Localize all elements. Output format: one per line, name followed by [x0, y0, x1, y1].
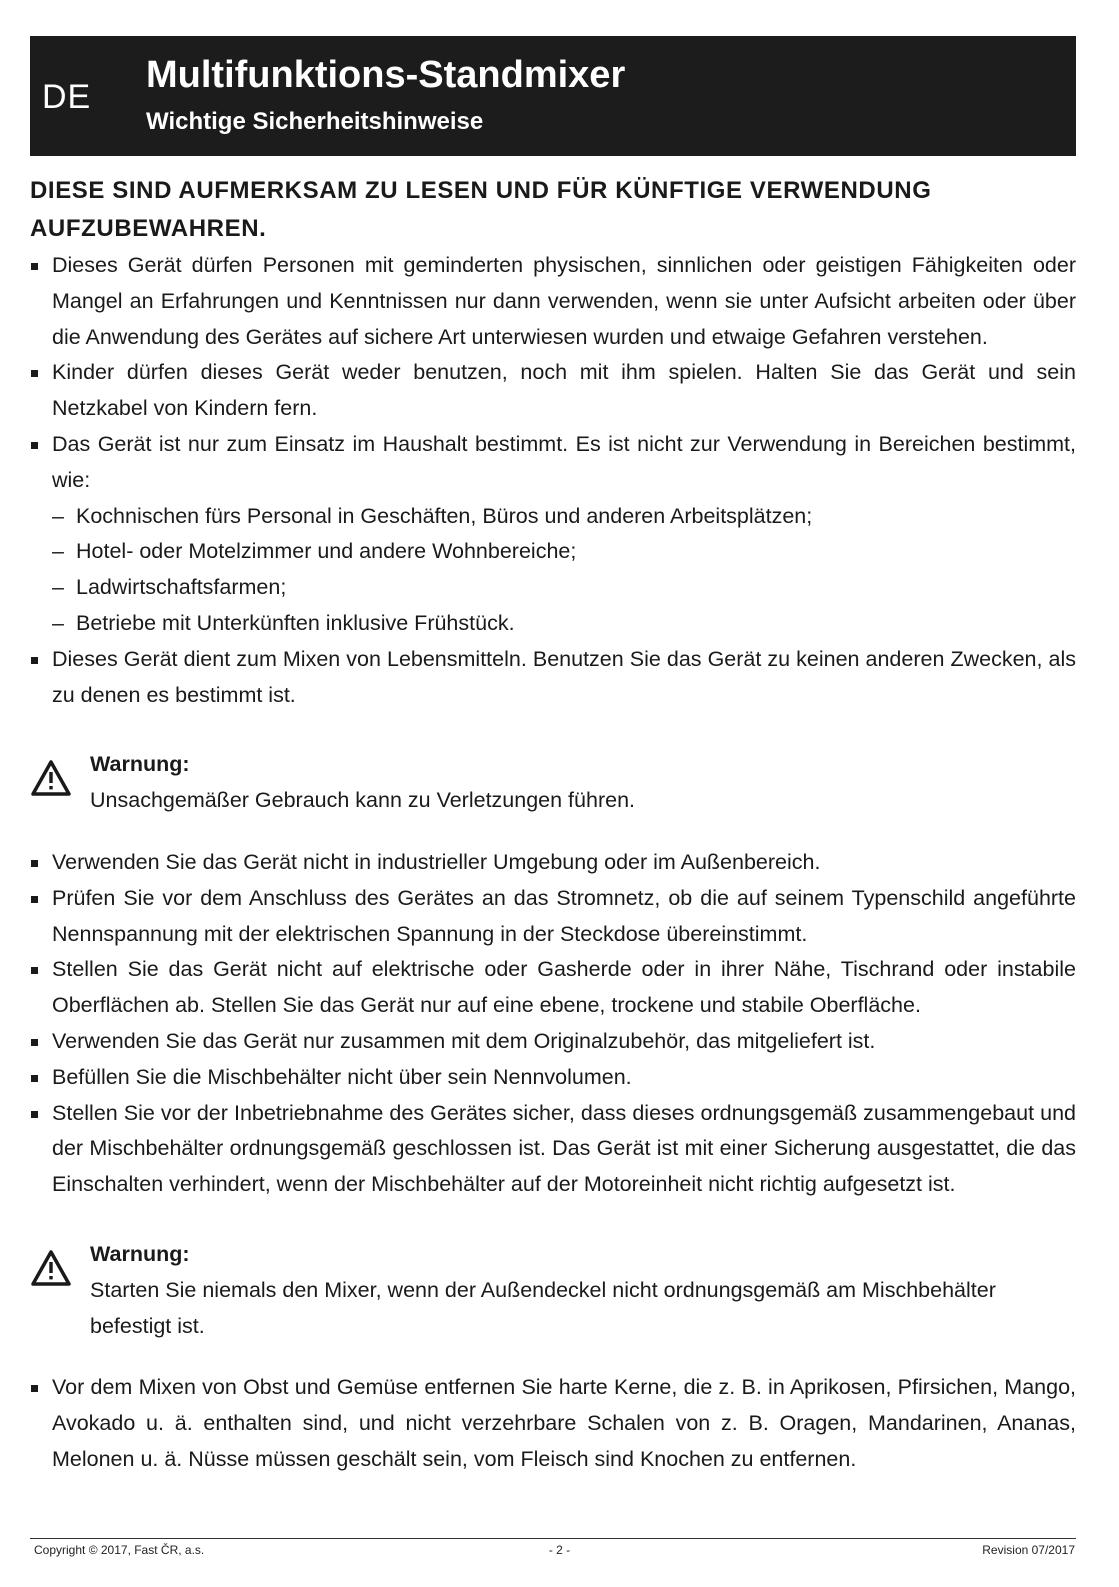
- list-item: [30, 427, 1076, 642]
- list-item: Befüllen Sie die Mischbehälter nicht über sein Nennvolumen.: [30, 1060, 1076, 1096]
- warning-text: Starten Sie niemals den Mixer, wenn der Außendeckel nicht ordnungsgemäß am Mischbehälter befestigt ist.: [90, 1277, 996, 1338]
- language-code: DE: [42, 78, 92, 116]
- safety-list-3: [30, 1370, 1076, 1477]
- warning-title: Warnung:: [90, 752, 190, 777]
- warning-text: Unsachgemäßer Gebrauch kann zu Verletzungen führen.: [90, 788, 635, 813]
- warning-triangle-icon: [30, 759, 72, 797]
- footer-copyright: Copyright © 2017, Fast ČR, a.s.: [34, 1543, 205, 1557]
- list-item: Dieses Gerät dient zum Mixen von Lebensmitteln. Benutzen Sie das Gerät zu keinen anderen Zwecken, als zu denen es bestimmt ist.: [30, 642, 1076, 714]
- safety-list-2: [30, 845, 1076, 1203]
- page-subtitle: Wichtige Sicherheitshinweise: [146, 108, 484, 135]
- footer-revision: Revision 07/2017: [982, 1543, 1075, 1557]
- list-item: Dieses Gerät dürfen Personen mit geminderten physischen, sinnlichen oder geistigen Fähigkeiten oder Mangel an Erfahrungen und Kenntnissen nur dann verwenden, wenn sie unter Aufsicht arbeiten oder über die Anwendung des Gerätes auf sichere Art unterwiesen wurden und etwaige Gefahren verstehen.: [30, 248, 1076, 355]
- warning-title: Warnung:: [90, 1241, 190, 1266]
- safety-list-1: [30, 248, 1076, 713]
- sub-list-item: – Kochnischen fürs Personal in Geschäften, Büros und anderen Arbeitsplätzen;: [52, 499, 1076, 535]
- list-item: Verwenden Sie das Gerät nur zusammen mit dem Originalzubehör, das mitgeliefert ist.: [30, 1024, 1076, 1060]
- footer-page-number: - 2 -: [548, 1543, 571, 1557]
- footer-divider: [30, 1538, 1076, 1539]
- list-item-text: Das Gerät ist nur zum Einsatz im Haushalt bestimmt. Es ist nicht zur Verwendung in Bereichen bestimmt, wie:: [52, 431, 1076, 492]
- sub-list-item: – Betriebe mit Unterkünften inklusive Frühstück.: [52, 606, 1076, 642]
- page-title: Multifunktions-Standmixer: [146, 54, 626, 96]
- list-item: Stellen Sie das Gerät nicht auf elektrische oder Gasherde oder in ihrer Nähe, Tischrand oder instabile Oberflächen ab. Stellen Sie das Gerät nur auf eine ebene, trockene und stabile Oberfläche.: [30, 952, 1076, 1024]
- list-item: Vor dem Mixen von Obst und Gemüse entfernen Sie harte Kerne, die z. B. in Aprikosen, Pfirsichen, Mango, Avokado u. ä. enthalten sind, und nicht verzehrbare Schalen von z. B. Oragen, Mandarinen, Ananas, Melonen u. ä. Nüsse müssen geschält sein, vom Fleisch sind Knochen zu entfernen.: [30, 1370, 1076, 1477]
- list-item: Verwenden Sie das Gerät nicht in industrieller Umgebung oder im Außenbereich.: [30, 845, 1076, 881]
- list-item: Prüfen Sie vor dem Anschluss des Gerätes an das Stromnetz, ob die auf seinem Typenschild angeführte Nennspannung mit der elektrischen Spannung in der Steckdose übereinstimmt.: [30, 881, 1076, 953]
- warning-block-2: [30, 1237, 1076, 1344]
- warning-triangle-icon: [30, 1249, 72, 1287]
- sub-list-item: – Ladwirtschaftsfarmen;: [52, 570, 1076, 606]
- sub-list-item: – Hotel- oder Motelzimmer und andere Wohnbereiche;: [52, 534, 1076, 570]
- sub-list: [52, 499, 1076, 642]
- header-banner: [30, 36, 1076, 156]
- list-item: Kinder dürfen dieses Gerät weder benutzen, noch mit ihm spielen. Halten Sie das Gerät und sein Netzkabel von Kindern fern.: [30, 355, 1076, 427]
- main-content: [30, 172, 1076, 1478]
- warning-block-1: [30, 747, 1076, 819]
- list-item: Stellen Sie vor der Inbetriebnahme des Gerätes sicher, dass dieses ordnungsgemäß zusammengebaut und der Mischbehälter ordnungsgemäß geschlossen ist. Das Gerät ist mit einer Sicherung ausgestattet, die das Einschalten verhindert, wenn der Mischbehälter auf der Motoreinheit nicht richtig aufgesetzt ist.: [30, 1096, 1076, 1203]
- section-heading: DIESE SIND AUFMERKSAM ZU LESEN UND FÜR KÜNFTIGE VERWENDUNG AUFZUBEWAHREN.: [30, 177, 932, 242]
